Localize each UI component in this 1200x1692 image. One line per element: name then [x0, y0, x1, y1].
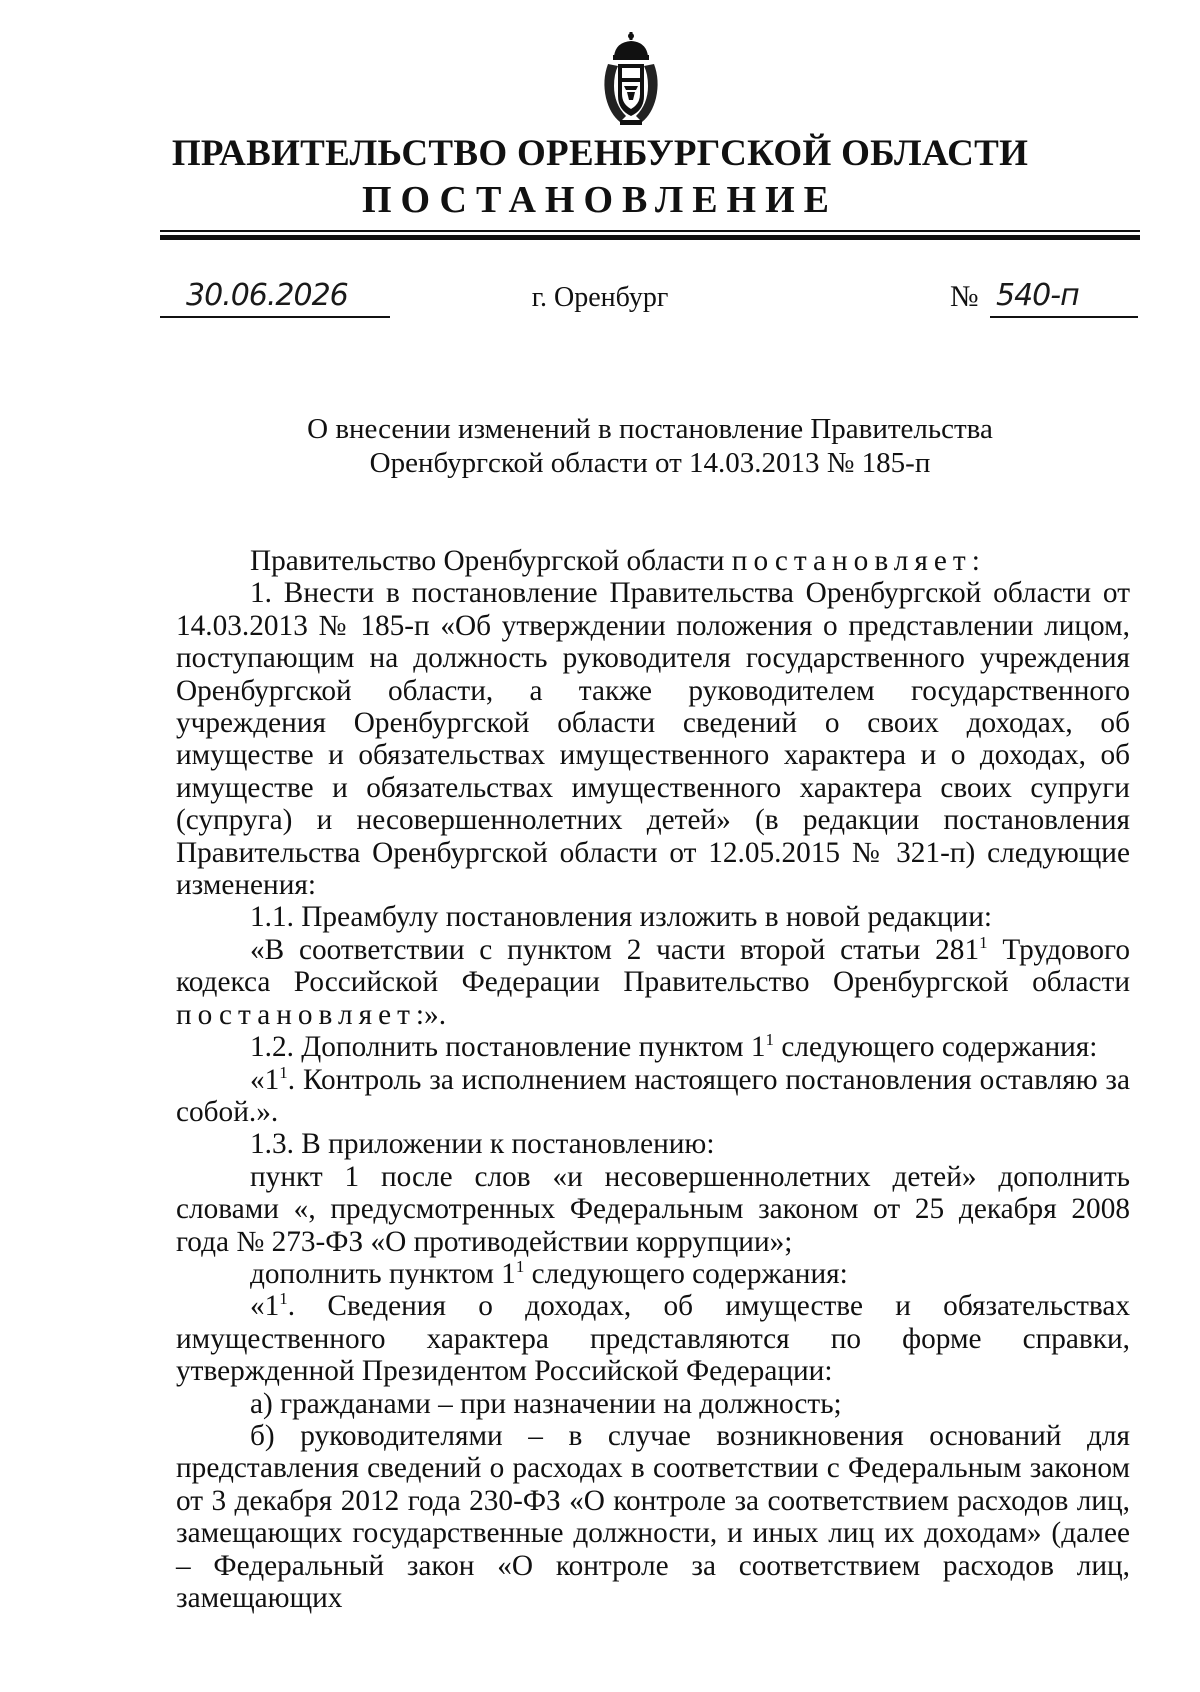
body-paragraph: а) гражданами – при назначении на должность; [250, 1387, 842, 1420]
body-paragraph: 1.3. В приложении к постановлению: [250, 1128, 715, 1161]
document-subject [160, 412, 1140, 480]
subject-line-1: О внесении изменений в постановление Правительства [307, 413, 993, 445]
header-divider-thin [160, 230, 1140, 232]
document-city: г. Оренбург [531, 282, 669, 313]
body-paragraph [176, 934, 1130, 1031]
text-run: . Сведения о доходах, об имуществе и обязательствах имущественного характера представляются по форме справки, утвержденной Президентом Российской Федерации: [176, 1290, 1130, 1388]
text-run: «1 [250, 1063, 280, 1096]
text-run: . Контроль за исполнением настоящего постановления оставляю за собой.». [176, 1063, 1130, 1128]
superscript: 1 [765, 1030, 774, 1050]
body-paragraph [176, 545, 1130, 577]
number-label: № [950, 280, 979, 313]
superscript: 1 [515, 1256, 525, 1276]
text-run: «1 [250, 1290, 280, 1323]
body-paragraph [176, 1290, 1130, 1387]
text-run: 1.2. Дополнить постановление пунктом 1 [250, 1031, 766, 1064]
body-paragraph: пункт 1 после слов «и несовершеннолетних детей» дополнить словами «, предусмотренных Федеральным законом от 25 декабря 2008 года № 273-ФЗ «О противодействии коррупции»; [176, 1160, 1130, 1258]
superscript: 1 [279, 1289, 288, 1309]
body-paragraph [176, 1064, 1130, 1129]
organization-title: ПРАВИТЕЛЬСТВО ОРЕНБУРГСКОЙ ОБЛАСТИ [171, 133, 1029, 174]
body-paragraph [176, 1258, 1130, 1290]
document-body [176, 545, 1130, 1614]
text-run: «В соответствии с пунктом 2 части второй статьи 281 [250, 933, 980, 966]
text-run: Трудового кодекса Российской Федерации Правительство Оренбургской области [176, 933, 1130, 999]
body-paragraph: 1.1. Преамбулу постановления изложить в новой редакции: [250, 901, 993, 934]
superscript: 1 [979, 932, 988, 952]
text-run: :». [415, 998, 447, 1031]
text-run: следующего содержания: [524, 1257, 848, 1290]
header-divider-thick [160, 235, 1140, 240]
document-number: 540-п [996, 278, 1079, 313]
document-date: 30.06.2026 [186, 278, 348, 313]
document-type: ПОСТАНОВЛЕНИЕ [361, 179, 839, 221]
coat-of-arms-icon [600, 30, 662, 128]
spaced-text: постановляет [176, 998, 416, 1031]
body-paragraph: 1. Внести в постановление Правительства Оренбургской области от 14.03.2013 № 185-п «Об утверждении положения о представлении лицом, поступающим на должность руководителя государственного учреждения Оренбургской области, а также руководителем государственного учреждения Оренбургской области сведений о своих доходах, об имуществе и обязательствах имущественного характера и о доходах, об имуществе и обязательствах имущественного характера своих супруги (супруга) и несовершеннолетних детей» (в редакции постановления Правительства Оренбургской области от 12.05.2015 № 321-п) следующие изменения: [176, 577, 1130, 902]
text-run: : [971, 545, 980, 577]
spaced-text: постановляет [731, 545, 972, 577]
body-paragraph: б) руководителями – в случае возникновения оснований для представления сведений о расходах в соответствии с Федеральным законом от 3 декабря 2012 года 230-ФЗ «О контроле за соответствием расходов лиц, замещающих государственные должности, и иных лиц их доходам» (далее – Федеральный закон «О контроле за соответствием расходов лиц, замещающих [176, 1419, 1130, 1614]
body-paragraph [176, 1031, 1130, 1063]
text-run: Правительство Оренбургской области [250, 545, 732, 577]
document-number-field [990, 278, 1138, 318]
superscript: 1 [279, 1062, 288, 1082]
subject-line-2: Оренбургской области от 14.03.2013 № 185-п [369, 447, 931, 479]
text-run: следующего содержания: [774, 1031, 1098, 1064]
text-run: дополнить пунктом 1 [250, 1257, 516, 1290]
